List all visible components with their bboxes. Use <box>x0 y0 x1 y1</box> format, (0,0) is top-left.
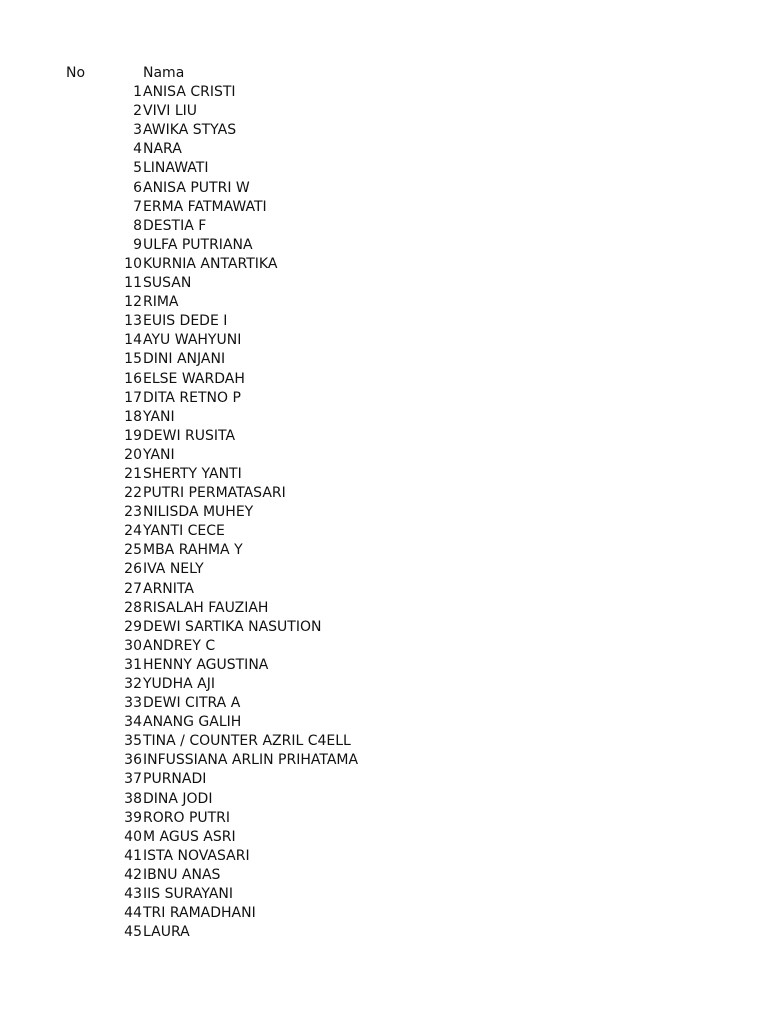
table-row <box>0 694 768 713</box>
table-row <box>0 713 768 732</box>
row-name: NARA <box>143 141 182 158</box>
row-name: YANI <box>143 408 175 425</box>
name-list-table <box>0 64 768 942</box>
row-name: RORO PUTRI <box>143 809 231 826</box>
row-name: YANI <box>143 446 175 463</box>
table-row <box>0 828 768 847</box>
table-row <box>0 522 768 541</box>
table-row <box>0 236 768 255</box>
row-name: ANDREY C <box>143 637 216 654</box>
row-number: 11 <box>124 275 142 292</box>
row-number: 7 <box>133 198 142 215</box>
table-row <box>0 656 768 675</box>
row-name: VIVI LIU <box>143 103 198 120</box>
row-name: DITA RETNO P <box>143 389 241 406</box>
row-number: 38 <box>124 790 142 807</box>
row-name: YUDHA AJI <box>143 676 215 692</box>
row-number: 27 <box>124 580 142 597</box>
table-row <box>0 350 768 369</box>
row-number: 9 <box>133 236 142 253</box>
row-name: YANTI CECE <box>143 523 225 540</box>
table-row <box>0 503 768 522</box>
table-row <box>0 140 768 159</box>
row-number: 15 <box>124 351 142 368</box>
table-body <box>0 83 768 942</box>
row-number: 45 <box>124 924 142 941</box>
row-number: 5 <box>133 160 142 177</box>
table-row <box>0 618 768 637</box>
row-number: 2 <box>133 103 142 120</box>
row-name: IIS SURAYANI <box>143 886 234 903</box>
table-row <box>0 847 768 866</box>
row-number: 1 <box>133 84 142 101</box>
row-number: 18 <box>124 408 142 425</box>
row-number: 10 <box>124 255 142 272</box>
row-name: ERMA FATMAWATI <box>143 198 267 215</box>
table-row <box>0 770 768 789</box>
table-row <box>0 790 768 809</box>
table-row <box>0 102 768 121</box>
row-number: 4 <box>133 141 142 158</box>
table-row <box>0 923 768 942</box>
row-name: LAURA <box>143 924 190 941</box>
row-name: RIMA <box>143 294 179 311</box>
row-name: M AGUS ASRI <box>143 828 236 845</box>
row-number: 12 <box>124 294 142 311</box>
row-number: 42 <box>124 866 142 883</box>
table-row <box>0 389 768 408</box>
table-row <box>0 580 768 599</box>
row-number: 30 <box>124 637 142 654</box>
row-name: IBNU ANAS <box>143 866 221 883</box>
row-number: 26 <box>124 561 142 578</box>
row-number: 22 <box>124 485 142 502</box>
table-row <box>0 599 768 618</box>
row-number: 34 <box>124 714 142 731</box>
row-number: 3 <box>133 122 142 139</box>
row-number: 29 <box>124 618 142 635</box>
row-name: ULFA PUTRIANA <box>143 236 253 253</box>
row-name: ARNITA <box>143 580 194 597</box>
row-name: SUSAN <box>143 275 192 292</box>
row-number: 32 <box>124 676 142 692</box>
row-name: NILISDA MUHEY <box>143 504 254 521</box>
row-number: 28 <box>124 599 142 616</box>
row-name: EUIS DEDE I <box>143 313 228 330</box>
row-number: 41 <box>124 847 142 864</box>
row-name: ISTA NOVASARI <box>143 847 250 864</box>
row-number: 36 <box>124 752 142 769</box>
table-row <box>0 484 768 503</box>
row-name: ELSE WARDAH <box>143 370 245 387</box>
row-name: TINA / COUNTER AZRIL C4ELL <box>143 733 351 750</box>
row-name: IVA NELY <box>143 561 204 578</box>
row-name: TRI RAMADHANI <box>143 905 256 922</box>
table-row <box>0 732 768 751</box>
table-row <box>0 198 768 217</box>
row-name: AYU WAHYUNI <box>143 332 242 349</box>
row-number: 17 <box>124 389 142 406</box>
table-row <box>0 274 768 293</box>
row-number: 40 <box>124 828 142 845</box>
row-name: DINA JODI <box>143 790 213 807</box>
table-row <box>0 637 768 656</box>
row-number: 16 <box>124 370 142 387</box>
row-name: ANANG GALIH <box>143 714 242 731</box>
row-name: MBA RAHMA Y <box>143 542 243 559</box>
table-row <box>0 179 768 198</box>
row-name: DINI ANJANI <box>143 351 226 368</box>
table-row <box>0 370 768 389</box>
table-row <box>0 312 768 331</box>
table-row <box>0 408 768 427</box>
table-header-row <box>0 64 768 83</box>
table-row <box>0 427 768 446</box>
row-number: 44 <box>124 905 142 922</box>
table-row <box>0 255 768 274</box>
column-header-no: No <box>66 65 86 81</box>
row-number: 43 <box>124 886 142 903</box>
row-number: 37 <box>124 771 142 788</box>
row-name: DEWI CITRA A <box>143 695 241 712</box>
table-row <box>0 675 768 694</box>
row-number: 31 <box>124 656 142 673</box>
table-row <box>0 121 768 140</box>
row-name: HENNY AGUSTINA <box>143 656 269 673</box>
row-name: ANISA CRISTI <box>143 84 236 101</box>
table-row <box>0 465 768 484</box>
row-number: 19 <box>124 427 142 444</box>
row-name: DESTIA F <box>143 217 207 234</box>
table-row <box>0 446 768 465</box>
table-row <box>0 866 768 885</box>
table-row <box>0 331 768 350</box>
table-row <box>0 83 768 102</box>
table-row <box>0 293 768 312</box>
row-number: 6 <box>133 179 142 196</box>
row-name: SHERTY YANTI <box>143 465 242 482</box>
row-number: 33 <box>124 695 142 712</box>
table-row <box>0 159 768 178</box>
row-number: 35 <box>124 733 142 750</box>
table-row <box>0 751 768 770</box>
row-name: PURNADI <box>143 771 207 788</box>
row-number: 39 <box>124 809 142 826</box>
table-row <box>0 885 768 904</box>
row-name: PUTRI PERMATASARI <box>143 485 286 502</box>
row-name: DEWI SARTIKA NASUTION <box>143 618 322 635</box>
row-number: 20 <box>124 446 142 463</box>
table-row <box>0 809 768 828</box>
row-name: KURNIA ANTARTIKA <box>143 255 278 272</box>
table-row <box>0 541 768 560</box>
table-row <box>0 217 768 236</box>
row-number: 21 <box>124 465 142 482</box>
row-name: LINAWATI <box>143 160 209 177</box>
row-name: INFUSSIANA ARLIN PRIHATAMA <box>143 752 359 769</box>
row-name: AWIKA STYAS <box>143 122 237 139</box>
row-name: RISALAH FAUZIAH <box>143 599 269 616</box>
row-number: 23 <box>124 504 142 521</box>
row-name: DEWI RUSITA <box>143 427 236 444</box>
row-number: 8 <box>133 217 142 234</box>
column-header-nama: Nama <box>143 65 185 81</box>
table-row <box>0 560 768 579</box>
row-name: ANISA PUTRI W <box>143 179 250 196</box>
row-number: 14 <box>124 332 142 349</box>
table-row <box>0 904 768 923</box>
row-number: 13 <box>124 313 142 330</box>
row-number: 24 <box>124 523 142 540</box>
row-number: 25 <box>124 542 142 559</box>
